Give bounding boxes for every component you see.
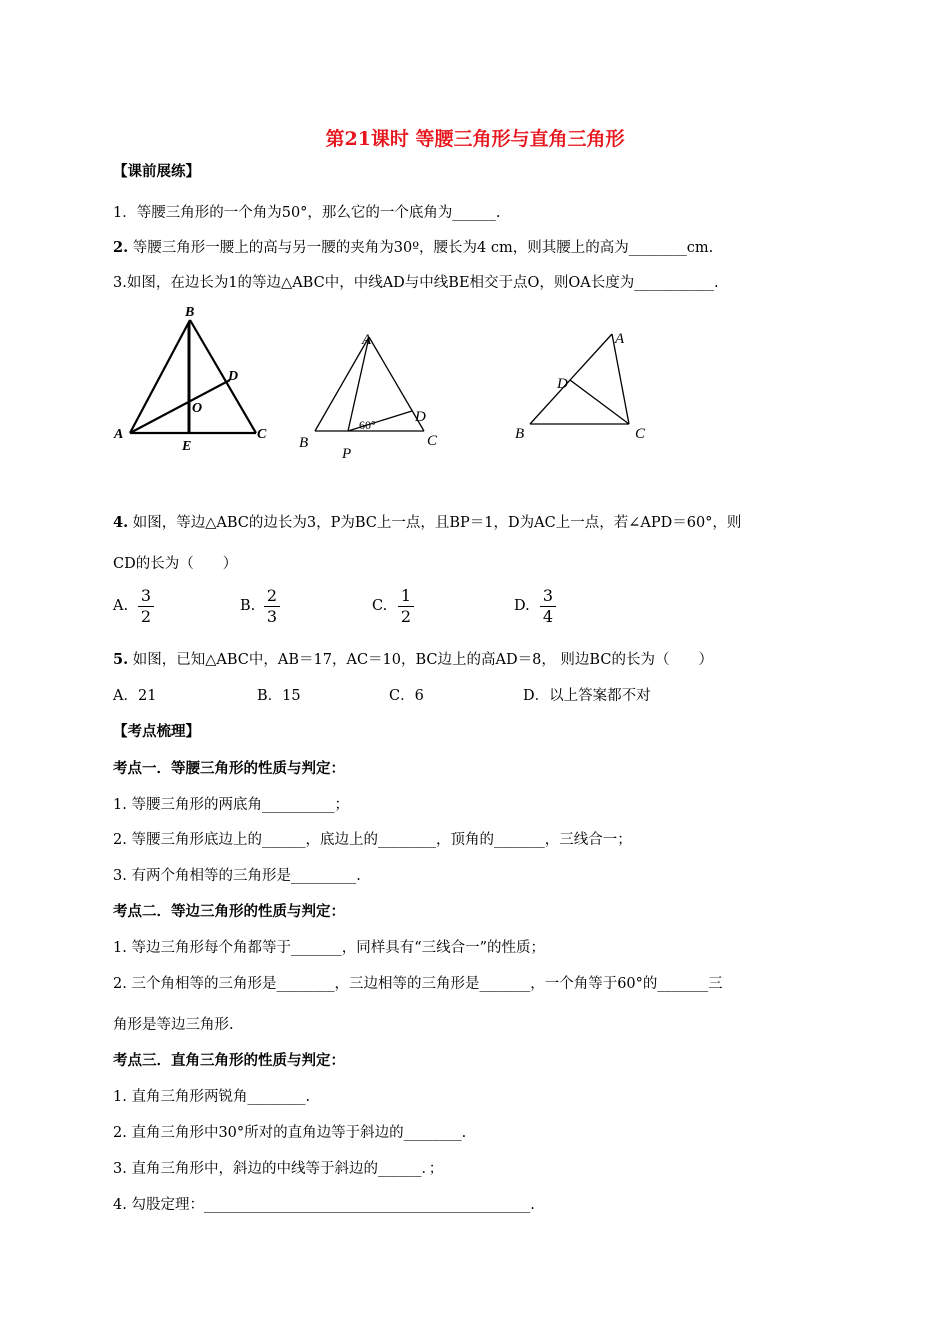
kp3-item-3: 3. 直角三角形中，斜边的中线等于斜边的______．；	[113, 1161, 444, 1177]
q5-option-a: A．21	[113, 688, 157, 704]
fig1-label-A: A	[114, 427, 124, 442]
q4-option-a-numerator: 3	[140, 586, 152, 605]
q4-option-b-label: B.	[240, 598, 256, 614]
page-title: 第21课时 等腰三角形与直角三角形	[325, 128, 625, 150]
q4-option-c-fraction	[398, 587, 414, 626]
kp2-item-2: 2. 三个角相等的三角形是________，三边相等的三角形是_______，一个角等于60°的_______三	[113, 976, 723, 992]
q5-option-b: B．15	[257, 688, 301, 704]
section-practice-heading: 【课前展练】	[113, 163, 200, 180]
question-4-line-1	[113, 511, 741, 532]
fig1-label-C: C	[257, 427, 267, 442]
fig2-label-C: C	[427, 433, 438, 449]
fig1-label-D: D	[228, 369, 239, 384]
fig2-angle-label: 60°	[359, 418, 376, 432]
q4-option-c-numerator: 1	[400, 586, 412, 605]
question-5-number: 5.	[113, 651, 129, 668]
q4-option-b-numerator: 2	[266, 586, 278, 605]
kp3-heading: 考点三．直角三角形的性质与判定：	[113, 1052, 345, 1069]
fig1-label-B: B	[185, 305, 195, 320]
q4-option-a-label: A.	[113, 598, 129, 614]
q4-option-d-label: D.	[514, 598, 530, 614]
question-1: 1．等腰三角形的一个角为50°，那么它的一个底角为______.	[113, 205, 501, 221]
fig2-label-P: P	[342, 446, 352, 462]
q4-option-c-label: C.	[372, 598, 388, 614]
question-2	[113, 236, 713, 257]
q5-option-d: D．以上答案都不对	[523, 688, 651, 704]
kp2-item-2-continued: 角形是等边三角形.	[113, 1017, 234, 1033]
kp1-item-3: 3. 有两个角相等的三角形是_________.	[113, 868, 361, 884]
kp1-heading: 考点一．等腰三角形的性质与判定：	[113, 760, 345, 777]
question-5-text: 如图，已知△ABC中，AB＝17，AC＝10，BC边上的高AD＝8， 则边BC的长为（ ）	[132, 652, 713, 668]
q4-option-b-denominator: 3	[266, 607, 278, 626]
question-4-number: 4.	[113, 514, 129, 531]
kp2-item-1: 1. 等边三角形每个角都等于_______，同样具有“三线合一”的性质；	[113, 940, 546, 956]
kp3-item-4: 4. 勾股定理：_____________________________________________.	[113, 1197, 535, 1213]
figure-3-triangle-altitude	[505, 325, 675, 455]
q4-option-d-numerator: 3	[542, 586, 554, 605]
q4-option-d-denominator: 4	[542, 607, 554, 626]
question-4-line-2: CD的长为（ ）	[113, 556, 238, 572]
question-4-text: 如图，等边△ABC的边长为3，P为BC上一点，且BP＝1，D为AC上一点，若∠APD＝60°，则	[132, 515, 742, 531]
q4-option-c-denominator: 2	[400, 607, 412, 626]
kp3-item-1: 1. 直角三角形两锐角________.	[113, 1089, 311, 1105]
fig1-label-E: E	[182, 439, 192, 454]
question-3: 3.如图，在边长为1的等边△ABC中，中线AD与中线BE相交于点O，则OA长度为___________.	[113, 275, 719, 291]
q4-option-b-fraction	[264, 587, 280, 626]
q4-option-a-denominator: 2	[140, 607, 152, 626]
fig3-label-C: C	[635, 426, 646, 442]
q4-option-d-fraction	[540, 587, 556, 626]
question-5	[113, 648, 713, 669]
fig1-label-O: O	[192, 401, 203, 416]
question-2-text: 等腰三角形一腰上的高与另一腰的夹角为30º，腰长为4 cm，则其腰上的高为________cm.	[132, 240, 714, 256]
q4-option-a-fraction	[138, 587, 154, 626]
kp3-item-2: 2. 直角三角形中30°所对的直角边等于斜边的________.	[113, 1125, 467, 1141]
fig2-label-B: B	[299, 435, 309, 451]
kp1-item-1: 1. 等腰三角形的两底角__________；	[113, 797, 349, 813]
figure-2-triangle-apd	[295, 325, 455, 465]
figure-1-equilateral-triangle	[110, 300, 280, 460]
fig3-label-B: B	[515, 426, 525, 442]
kp2-heading: 考点二．等边三角形的性质与判定：	[113, 903, 345, 920]
fig3-label-A: A	[615, 331, 625, 347]
question-2-number: 2.	[113, 239, 129, 256]
fig2-label-D: D	[415, 409, 426, 425]
kp1-item-2: 2. 等腰三角形底边上的______，底边上的________，顶角的_______，三线合一；	[113, 832, 632, 848]
fig2-label-A: A	[362, 332, 372, 348]
q5-option-c: C．6	[389, 688, 424, 704]
fig3-label-D: D	[557, 376, 568, 392]
section-review-heading: 【考点梳理】	[113, 723, 200, 740]
